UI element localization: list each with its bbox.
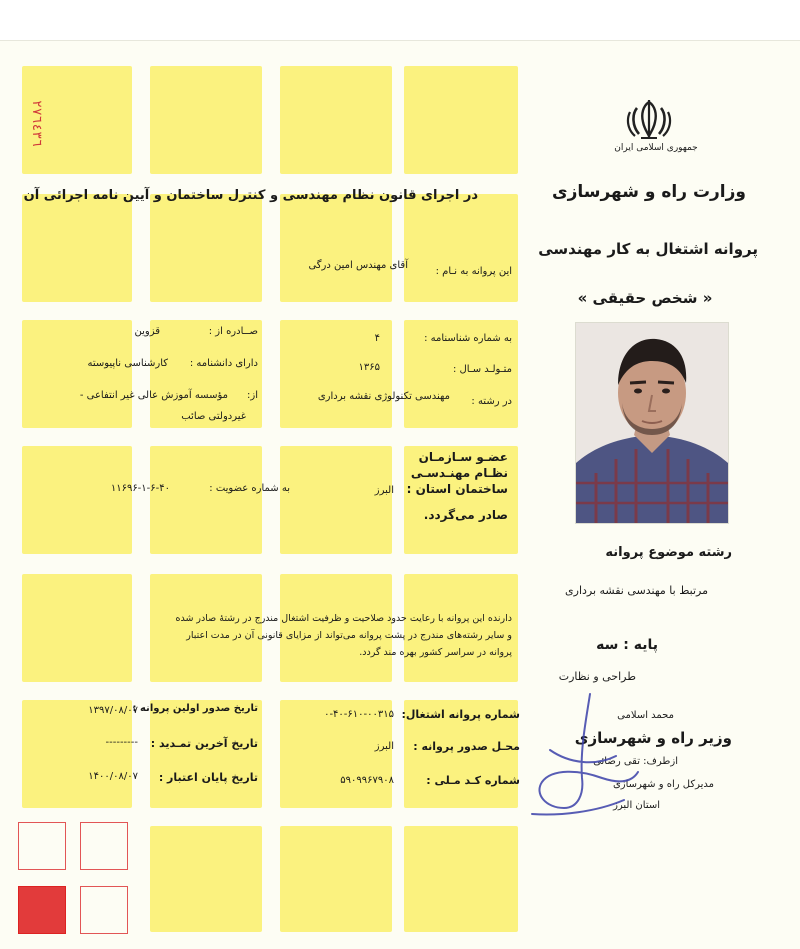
last-renewal-label: تاریخ آخرین تمـدید : xyxy=(150,737,258,750)
membership-org-line-1: عضـو سـازمـان xyxy=(418,450,508,464)
license-level: پایه : سه xyxy=(596,637,658,653)
degree-value: کارشناسی ناپیوسته xyxy=(87,358,168,369)
university-value-1: مؤسسه آموزش عالی غیر انتفاعی - xyxy=(79,390,228,401)
holder-photo xyxy=(575,322,729,524)
license-number-label: شماره پروانه اشتغال: xyxy=(401,708,520,721)
national-id-label: شماره کـد مـلی : xyxy=(426,774,520,787)
document-title: پروانه اشتغال به کار مهندسی xyxy=(538,240,758,258)
issue-place-label: محـل صدور پروانه : xyxy=(413,740,520,753)
birth-label: متـولـد سـال : xyxy=(452,364,512,375)
license-scope: طراحی و نظارت xyxy=(558,670,636,683)
name-value: آقای مهندس امین درگی xyxy=(308,260,408,271)
iran-emblem-icon xyxy=(624,98,674,142)
birth-value: ۱۳۶۵ xyxy=(358,362,380,373)
expiry-label: تاریخ پایان اعتبار : xyxy=(158,771,258,784)
last-renewal-value: --------- xyxy=(105,737,138,748)
terms-line-2: و سایر رشته‌های مندرج در پشت پروانه می‌تواند از مزایای قانونی آن در مدت اعتبار xyxy=(186,630,512,641)
ministry-title: وزارت راه و شهرسازی xyxy=(551,182,746,202)
issue-place-value: البرز xyxy=(374,741,394,752)
signatory-title: وزیر راه و شهرسازی xyxy=(574,729,732,747)
university-value-2: غیردولتی صائب xyxy=(181,411,246,422)
license-field-title: رشته موضوع پروانه xyxy=(605,545,732,560)
security-box-top-right xyxy=(80,822,128,870)
name-label: این پروانه به نـام : xyxy=(435,266,512,277)
degree-label: دارای دانشنامه : xyxy=(189,358,258,369)
issued-from-label: صــادره از : xyxy=(208,326,258,337)
membership-org-line-3: ساختمان استان : xyxy=(406,482,508,496)
security-box-filled xyxy=(18,886,66,934)
legal-intro: در اجرای قانون نظام مهندسی و کنترل ساختمان و آیین نامه اجرائی آن xyxy=(23,188,478,203)
membership-number-label: به شماره عضویت : xyxy=(209,483,290,494)
signatory-name: محمد اسلامی xyxy=(617,710,674,721)
terms-line-3: پروانه در سراسر کشور بهره مند گردد. xyxy=(359,647,512,658)
on-behalf-of: ازطرف: تقی رضائی xyxy=(593,756,678,767)
license-number-value: ۰-۴۰-۶۱۰-۰۰۳۱۵ xyxy=(324,709,394,720)
signatory-role: مدیرکل راه و شهرسازی xyxy=(612,779,714,790)
id-value: ۴ xyxy=(374,333,380,344)
handwritten-signature xyxy=(520,690,660,820)
first-issue-label: تاریخ صدور اولین پروانه : xyxy=(132,703,258,714)
license-field-value: مرتبط با مهندسی نقشه برداری xyxy=(565,584,708,597)
emblem-caption: جمهوری اسلامی ایران xyxy=(614,143,698,153)
membership-org-line-2: نظـام مهنـدسـی xyxy=(410,466,508,480)
national-id-value: ۵۹۰۹۹۶۷۹۰۸ xyxy=(340,775,394,786)
signatory-province: استان البرز xyxy=(613,800,660,811)
membership-number-value: ۱۱۶۹۶-۱-۶-۴۰ xyxy=(110,483,170,494)
person-type: « شخص حقیقی » xyxy=(577,289,713,307)
handwritten-serial: ٢٧٦٤٣٦ xyxy=(29,100,44,147)
university-label: از: xyxy=(247,390,258,401)
first-issue-value: ۱۳۹۷/۰۸/۰۷ xyxy=(88,705,138,716)
field-label: در رشته : xyxy=(471,396,512,407)
security-box-top-left xyxy=(18,822,66,870)
membership-province-value: البرز xyxy=(374,485,394,496)
id-label: به شماره شناسنامه : xyxy=(424,333,512,344)
security-box-bottom-right xyxy=(80,886,128,934)
issued-from-value: قزوین xyxy=(134,326,160,337)
expiry-value: ۱۴۰۰/۰۸/۰۷ xyxy=(88,771,138,782)
field-value: مهندسی تکنولوژی نقشه برداری xyxy=(317,391,450,402)
issued-statement: صادر می‌گردد. xyxy=(423,508,508,522)
terms-line-1: دارنده این پروانه با رعایت حدود صلاحیت و ظرفیت اشتغال مندرج در رشتهٔ صادر شده xyxy=(175,613,512,624)
